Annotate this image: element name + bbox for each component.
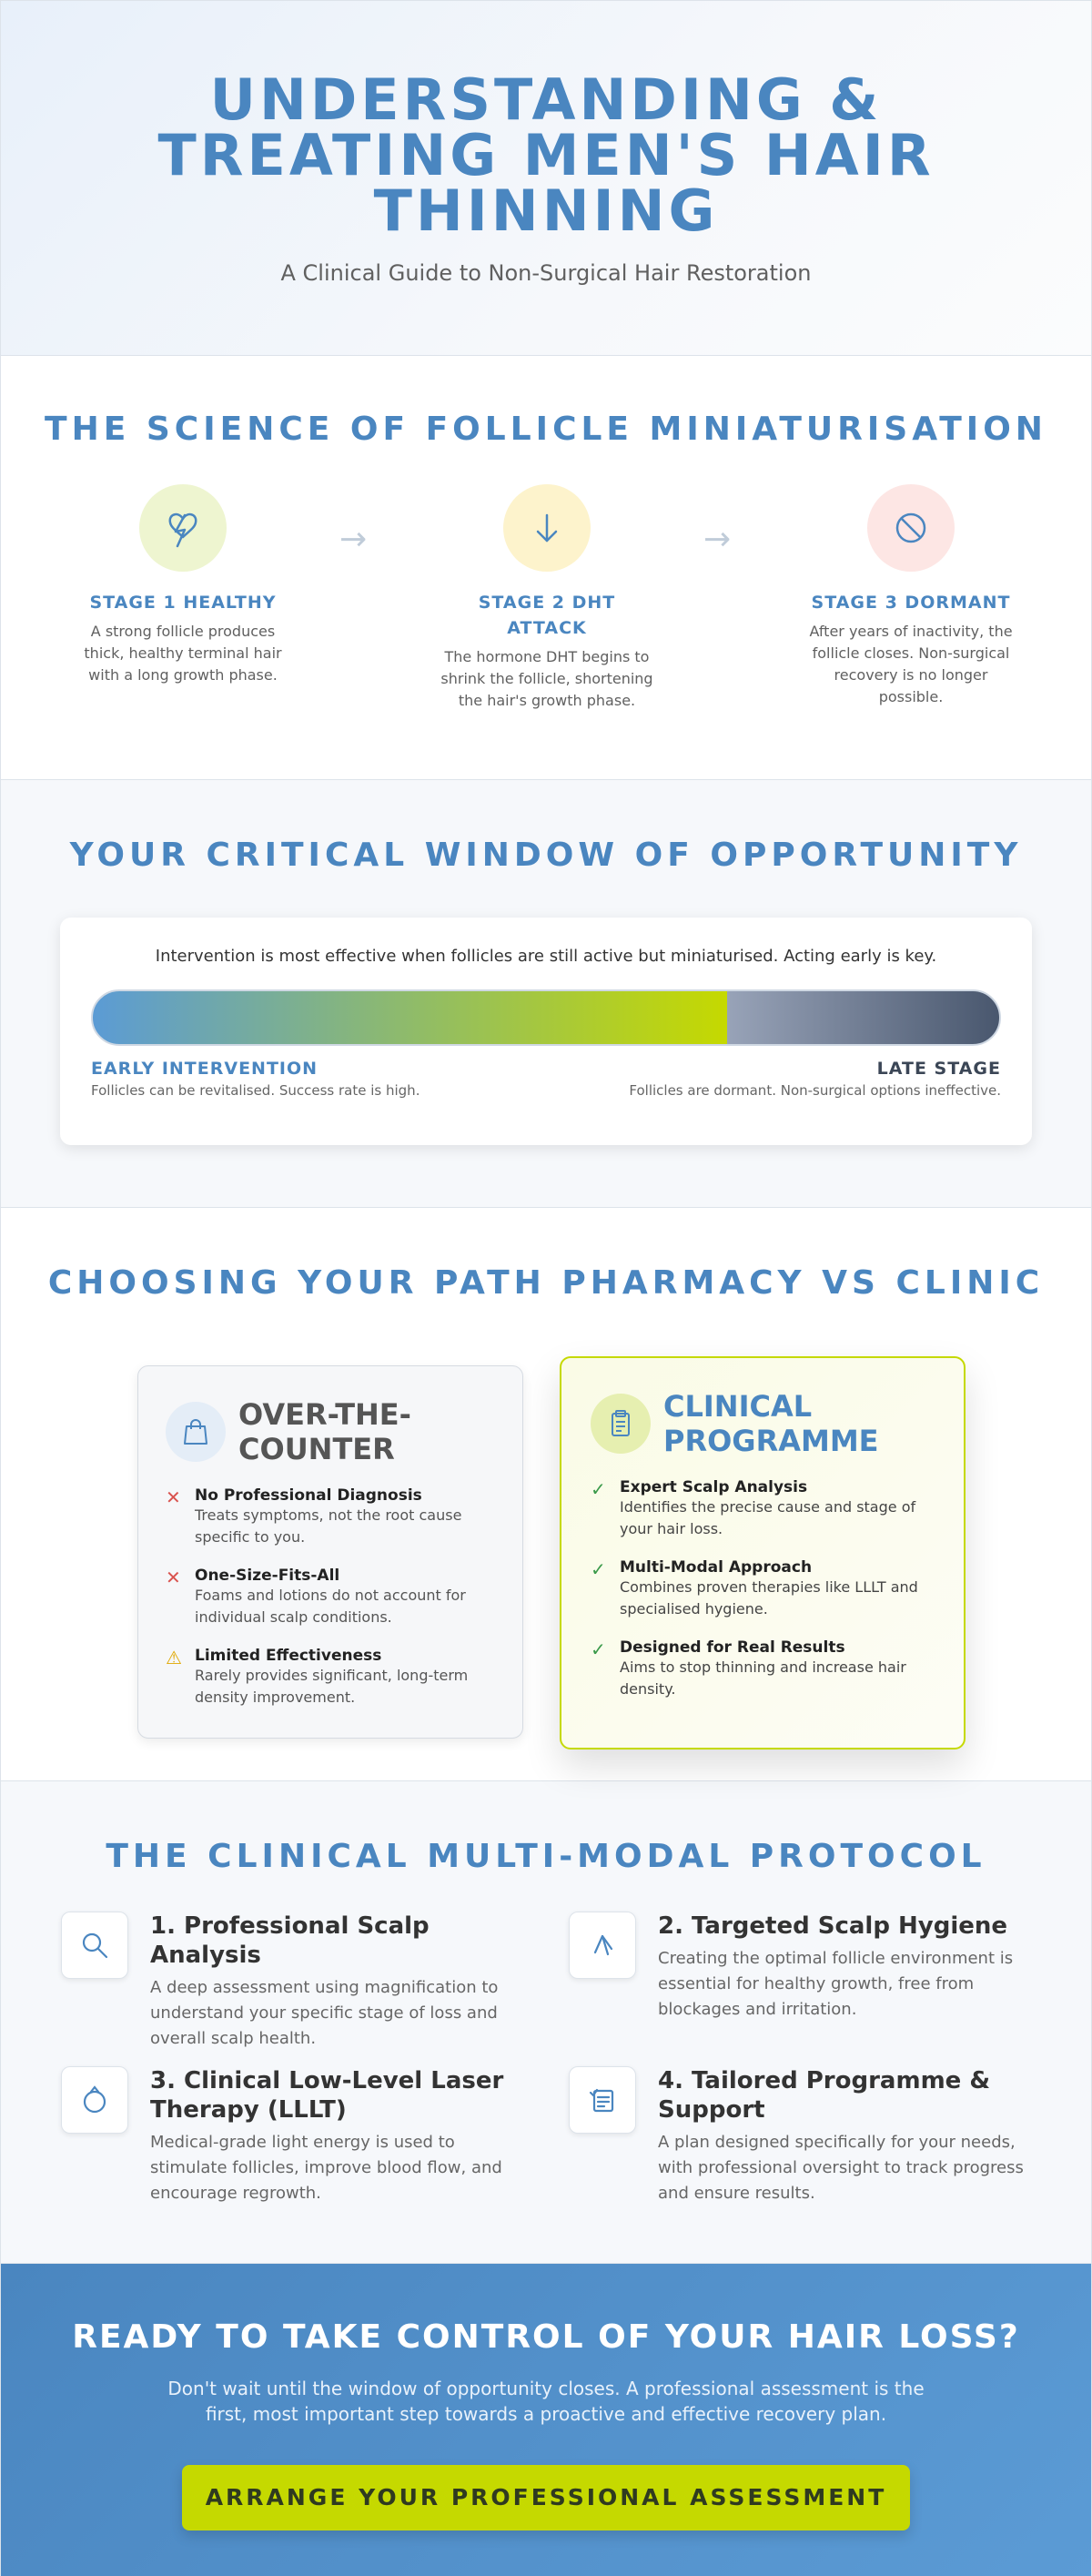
protocol-section bbox=[1, 1781, 1091, 2264]
otc-title: OVER-THE-COUNTER bbox=[238, 1397, 411, 1466]
science-section bbox=[1, 356, 1091, 780]
item-title: Limited Effectiveness bbox=[195, 1647, 382, 1665]
item-title: Designed for Real Results bbox=[620, 1638, 845, 1657]
hero-section bbox=[1, 1, 1091, 356]
item-text: Treats symptoms, not the root cause specific to you. bbox=[195, 1506, 462, 1546]
otc-card-head bbox=[166, 1397, 495, 1466]
path-title: CHOOSING YOUR PATH PHARMACY VS CLINIC bbox=[47, 1264, 1045, 1302]
step-text: A deep assessment using magnification to understand your specific stage of loss and overall scalp health. bbox=[150, 1978, 499, 2048]
stages-row bbox=[1, 484, 1091, 739]
list-item bbox=[166, 1486, 495, 1548]
opportunity-bar bbox=[91, 989, 1001, 1046]
item-title: One-Size-Fits-All bbox=[195, 1567, 340, 1585]
item-text: Foams and lotions do not account for individual scalp conditions. bbox=[195, 1587, 466, 1626]
early-desc: Follicles can be revitalised. Success rate is high. bbox=[91, 1082, 420, 1099]
item-text: Identifies the precise cause and stage of your hair loss. bbox=[620, 1498, 916, 1537]
arrow-right-icon: → bbox=[339, 521, 368, 558]
step-title: 3. Clinical Low-Level Laser Therapy (LLLT) bbox=[150, 2067, 504, 2124]
protocol-step-3 bbox=[61, 2066, 516, 2206]
item-title: Expert Scalp Analysis bbox=[620, 1478, 808, 1496]
stage-3-label: STAGE 3 DORMANT bbox=[811, 593, 1011, 613]
otc-card bbox=[137, 1365, 523, 1739]
step-text: A plan designed specifically for your needs, with professional oversight to track progress and ensure results. bbox=[658, 2133, 1024, 2203]
cta-title: READY TO TAKE CONTROL OF YOUR HAIR LOSS? bbox=[72, 2318, 1020, 2356]
protocol-step-4 bbox=[569, 2066, 1024, 2206]
arrow-down-icon bbox=[503, 484, 591, 572]
window-card bbox=[60, 918, 1032, 1145]
protocol-step-1 bbox=[61, 1912, 516, 2052]
clinic-card-head bbox=[591, 1389, 935, 1458]
late-stage bbox=[629, 1059, 1001, 1099]
clinic-title: CLINICAL PROGRAMME bbox=[663, 1389, 879, 1458]
list-item bbox=[166, 1567, 495, 1628]
page-title: UNDERSTANDING & TREATING MEN'S HAIR THINNING bbox=[157, 66, 935, 244]
clinic-items bbox=[591, 1478, 935, 1700]
early-intervention bbox=[91, 1059, 420, 1099]
list-item bbox=[591, 1638, 935, 1700]
step-title: 2. Targeted Scalp Hygiene bbox=[658, 1912, 1008, 1940]
item-text: Combines proven therapies like LLLT and specialised hygiene. bbox=[620, 1578, 918, 1618]
late-label: LATE STAGE bbox=[876, 1059, 1001, 1079]
stage-1 bbox=[74, 484, 292, 686]
shopping-bag-icon bbox=[166, 1402, 226, 1462]
clinic-card bbox=[560, 1356, 966, 1749]
clipboard-icon bbox=[591, 1394, 651, 1454]
stage-2 bbox=[438, 484, 656, 712]
stage-3-text: After years of inactivity, the follicle closes. Non-surgical recovery is no longer possible. bbox=[809, 623, 1013, 705]
window-section bbox=[1, 780, 1091, 1208]
cta-text: Don't wait until the window of opportunity closes. A professional assessment is the first, most important step towards a proactive and effective recovery plan. bbox=[167, 2378, 925, 2425]
stage-2-label: STAGE 2 DHT ATTACK bbox=[478, 593, 616, 638]
arrow-right-icon: → bbox=[703, 521, 732, 558]
cross-icon: ✕ bbox=[166, 1567, 181, 1588]
stage-1-text: A strong follicle produces thick, healthy terminal hair with a long growth phase. bbox=[84, 623, 282, 684]
path-cards bbox=[1, 1329, 1091, 1757]
stage-3 bbox=[802, 484, 1020, 708]
check-icon: ✓ bbox=[591, 1558, 606, 1580]
step-title: 4. Tailored Programme & Support bbox=[658, 2067, 991, 2124]
check-icon: ✓ bbox=[591, 1638, 606, 1660]
protocol-steps bbox=[1, 1912, 1091, 2248]
page-subtitle: A Clinical Guide to Non-Surgical Hair Restoration bbox=[280, 260, 812, 286]
list-item bbox=[591, 1478, 935, 1540]
comb-icon bbox=[569, 1912, 636, 1979]
cta-section bbox=[1, 2264, 1091, 2576]
arrange-assessment-button[interactable]: ARRANGE YOUR PROFESSIONAL ASSESSMENT bbox=[182, 2465, 910, 2530]
otc-items bbox=[166, 1486, 495, 1709]
item-title: Multi-Modal Approach bbox=[620, 1558, 813, 1577]
late-desc: Follicles are dormant. Non-surgical options ineffective. bbox=[629, 1082, 1001, 1099]
stage-1-label: STAGE 1 HEALTHY bbox=[89, 593, 277, 613]
cross-icon: ✕ bbox=[166, 1486, 181, 1508]
list-item bbox=[591, 1558, 935, 1620]
blocked-icon bbox=[867, 484, 955, 572]
warning-icon: ⚠ bbox=[166, 1647, 182, 1668]
protocol-step-2 bbox=[569, 1912, 1024, 2023]
window-title: YOUR CRITICAL WINDOW OF OPPORTUNITY bbox=[69, 837, 1023, 874]
healthy-follicle-icon bbox=[139, 484, 227, 572]
window-intro: Intervention is most effective when follicles are still active but miniaturised. Acting early is key. bbox=[155, 947, 937, 966]
item-text: Rarely provides significant, long-term density improvement. bbox=[195, 1667, 469, 1706]
protocol-title: THE CLINICAL MULTI-MODAL PROTOCOL bbox=[106, 1838, 986, 1875]
item-title: No Professional Diagnosis bbox=[195, 1486, 422, 1505]
science-title: THE SCIENCE OF FOLLICLE MINIATURISATION bbox=[45, 411, 1047, 448]
laser-icon bbox=[61, 2066, 128, 2134]
bar-labels bbox=[91, 1059, 1001, 1099]
step-text: Creating the optimal follicle environment is essential for healthy growth, free from blockages and irritation. bbox=[658, 1949, 1014, 2019]
check-icon: ✓ bbox=[591, 1478, 606, 1500]
magnifier-icon bbox=[61, 1912, 128, 1979]
path-section bbox=[1, 1208, 1091, 1781]
item-text: Aims to stop thinning and increase hair density. bbox=[620, 1658, 906, 1698]
stage-2-text: The hormone DHT begins to shrink the follicle, shortening the hair's growth phase. bbox=[440, 648, 653, 709]
list-item bbox=[166, 1647, 495, 1709]
step-text: Medical-grade light energy is used to stimulate follicles, improve blood flow, and encourage regrowth. bbox=[150, 2133, 502, 2203]
programme-icon bbox=[569, 2066, 636, 2134]
step-title: 1. Professional Scalp Analysis bbox=[150, 1912, 430, 1969]
early-label: EARLY INTERVENTION bbox=[91, 1059, 318, 1079]
